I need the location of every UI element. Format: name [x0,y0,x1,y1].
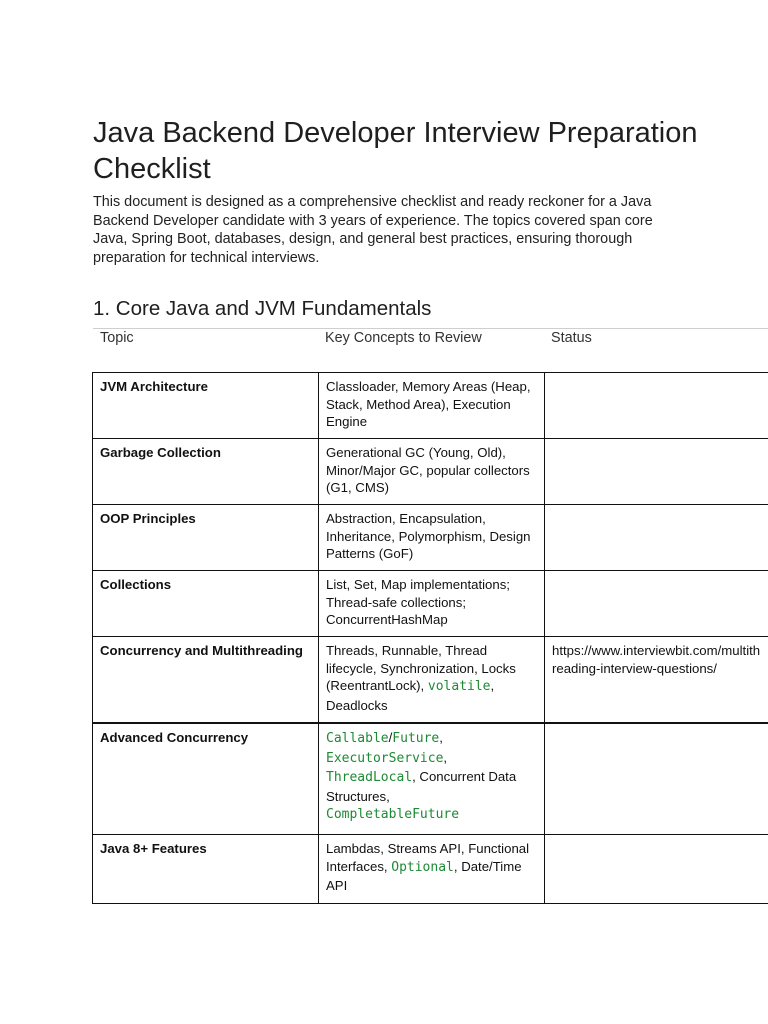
concepts-text: , [439,730,443,745]
column-header-topic: Topic [100,330,134,346]
table-header-row [93,328,768,373]
topic-cell: Collections [93,571,319,637]
concepts-text: Lambdas, Streams API, Functional Interfaces, [326,841,530,874]
checklist-table [92,372,768,904]
code-keyword: CompletableFuture [326,807,460,823]
table-row [93,835,768,904]
status-cell[interactable] [545,835,768,904]
concepts-cell [319,637,545,724]
topic-cell: Advanced Concurrency [93,723,319,835]
concepts-text: Threads, Runnable, Thread lifecycle, Synchronization, Locks (ReentrantLock), [326,643,516,694]
status-cell[interactable] [545,505,768,571]
topic-cell: OOP Principles [93,505,319,571]
concepts-cell: Classloader, Memory Areas (Heap, Stack, Method Area), Execution Engine [319,373,545,439]
topic-cell: Garbage Collection [93,439,319,505]
column-header-status: Status [551,330,592,346]
concepts-text: / [388,730,393,745]
concepts-cell: Abstraction, Encapsulation, Inheritance, Polymorphism, Design Patterns (GoF) [319,505,545,571]
code-keyword: ExecutorService [326,750,444,766]
status-link[interactable]: https://www.interviewbit.com/multithreading-interview-questions/ [545,637,768,724]
topic-cell: JVM Architecture [93,373,319,439]
code-keyword: Optional [391,859,454,875]
table-row [93,439,768,505]
table-row [93,571,768,637]
concepts-cell: List, Set, Map implementations; Thread-safe collections; ConcurrentHashMap [319,571,545,637]
concepts-text: , Date/Time API [326,858,522,894]
section-title: 1. Core Java and JVM Fundamentals [93,297,432,320]
status-cell[interactable] [545,723,768,835]
intro-paragraph: This document is designed as a comprehensive checklist and ready reckoner for a Java Backend Developer candidate with 3 years of experience. The topics covered span core Java, Spring Boot, databases, design, and general best practices, ensuring thorough preparation for technical interviews. [93,194,653,266]
topic-cell: Java 8+ Features [93,835,319,904]
concepts-text: , Deadlocks [326,678,495,713]
table-row [93,637,768,724]
code-keyword: ThreadLocal [326,770,413,785]
table-row [93,505,768,571]
status-cell[interactable] [545,439,768,505]
document-title: Java Backend Developer Interview Preparation Checklist [93,117,698,185]
concepts-cell [319,723,545,835]
concepts-cell [319,835,545,904]
concepts-cell: Generational GC (Young, Old), Minor/Major GC, popular collectors (G1, CMS) [319,439,545,505]
table-row [93,373,768,439]
topic-cell: Concurrency and Multithreading [93,637,319,724]
concepts-text: , [443,749,448,765]
status-cell[interactable] [545,373,768,439]
column-header-concepts: Key Concepts to Review [325,330,482,346]
code-keyword: Future [392,731,440,746]
status-cell[interactable] [545,571,768,637]
table-row [93,723,768,835]
code-keyword: Callable [326,731,389,746]
code-keyword: volatile [427,679,491,695]
concepts-text: , Concurrent Data Structures, [326,769,517,804]
